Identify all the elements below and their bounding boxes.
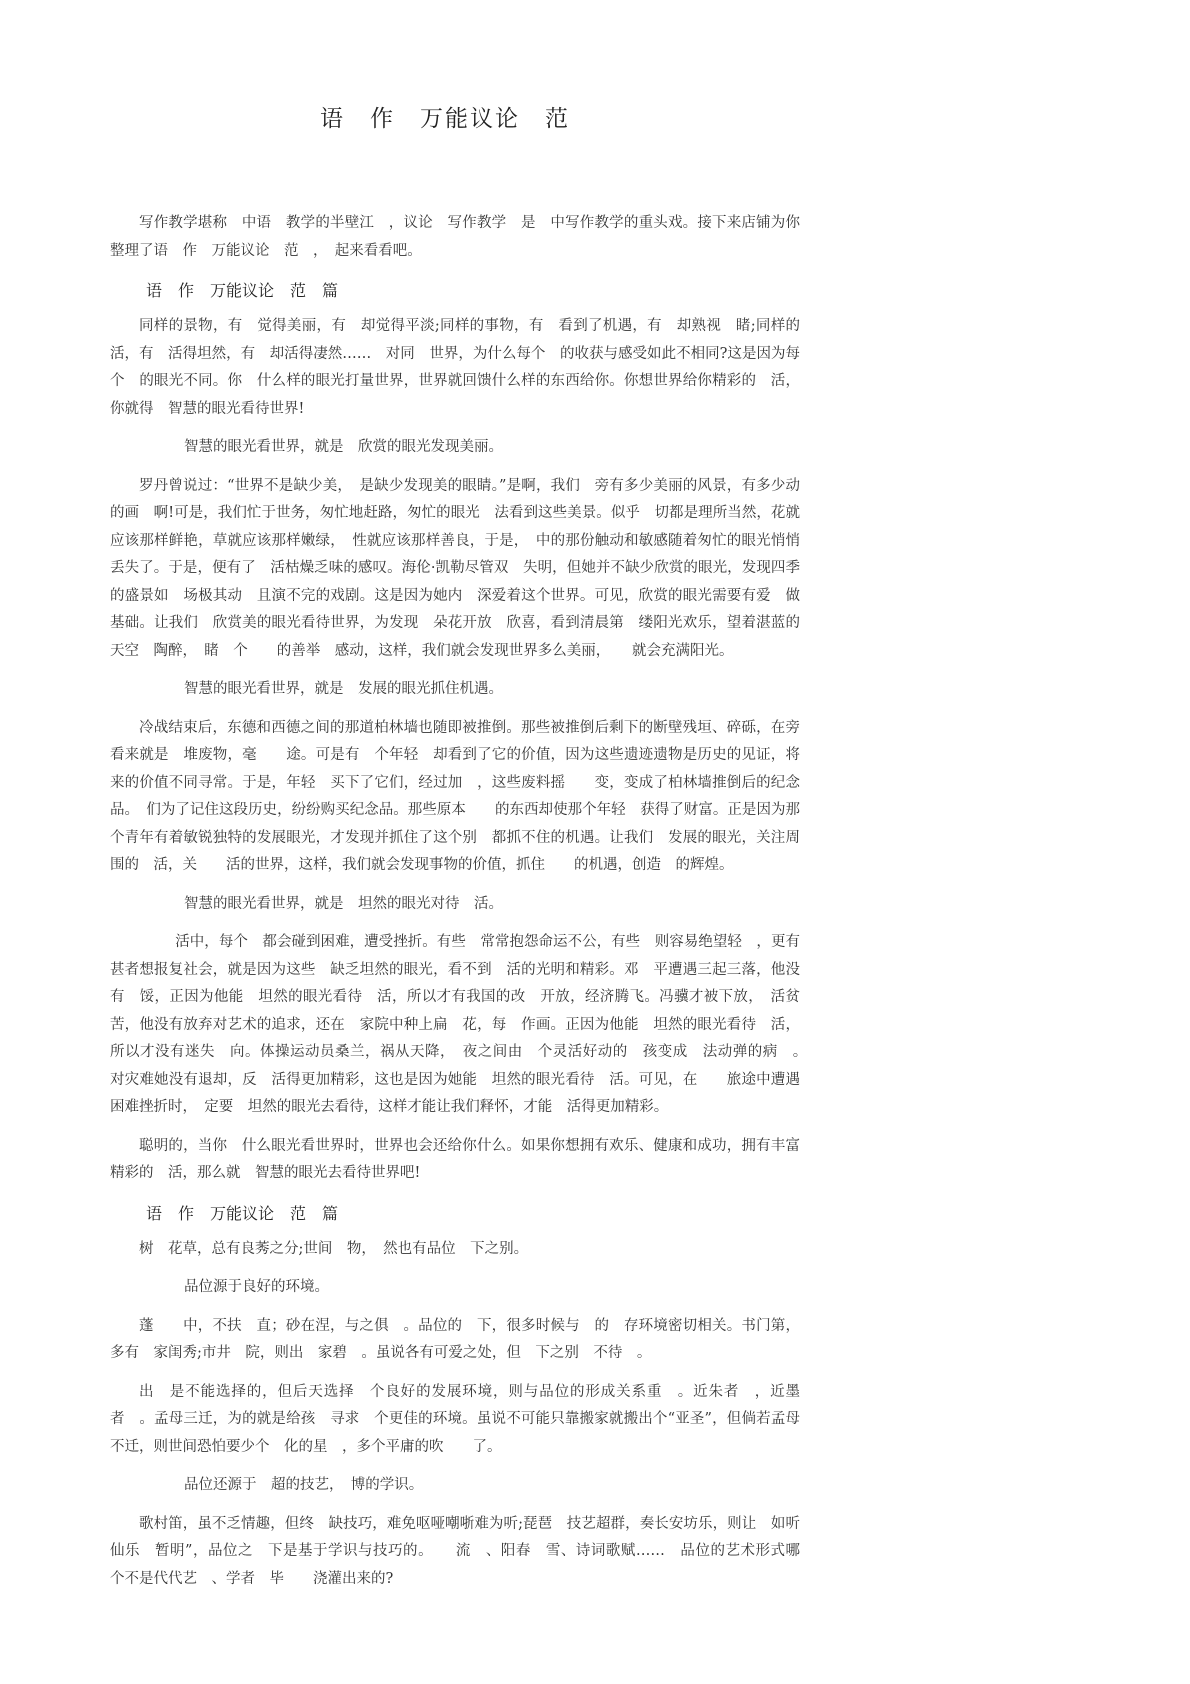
body-paragraph: 蓬 中，不扶 直；砂在涅，与之俱 。品位的 下，很多时候与 的 存环境密切相关。书门第，多有 家闺秀;市井 院，则出 家碧 。虽说各有可爱之处，但 下之别 不待 。	[110, 1317, 800, 1361]
intro-paragraph: 写作教学堪称 中语 教学的半壁江 ，议论 写作教学 是 中写作教学的重头戏。接下来店铺为你整理了语 作 万能议论 范 ， 起来看看吧。	[110, 215, 800, 259]
body-paragraph: 出 是不能选择的，但后天选择 个良好的发展环境，则与品位的形成关系重 。近朱者 ，近墨者 。孟母三迁，为的就是给孩 寻求 个更佳的环境。虽说不可能只靠搬家就搬出个“亚圣”，但倘若孟母不迁，则世间恐怕要少个 化的星 ，多个平庸的吹 了。	[110, 1383, 800, 1455]
thesis-line: 智慧的眼光看世界，就是 欣赏的眼光发现美丽。	[184, 439, 503, 455]
body-paragraph: 活中，每个 都会碰到困难，遭受挫折。有些 常常抱怨命运不公，有些 则容易绝望轻 ，更有甚者想报复社会，就是因为这些 缺乏坦然的眼光，看不到 活的光明和精彩。邓 平遭遇三起三落，他没有 馁，正因为他能 坦然的眼光看待 活，所以才有我国的改 开放，经济腾飞。冯骥才被下放， 活贫苦，他没有放弃对艺术的追求，还在 家院中种上扁 花，每 作画。正因为他能 坦然的眼光看待 活，所以才没有迷失 向。体操运动员桑兰，祸从天降， 夜之间由 个灵活好动的 孩变成 法动弹的病 。 对灾难她没有退却，反 活得更加精彩，这也是因为她能 坦然的眼光看待 活。可见，在 旅途中遭遇困难挫折时， 定要 坦然的眼光去看待，这样才能让我们释怀，才能 活得更加精彩。	[110, 934, 815, 1115]
body-paragraph: 树 花草，总有良莠之分;世间 物， 然也有品位 下之别。	[139, 1240, 529, 1257]
thesis-line: 智慧的眼光看世界，就是 发展的眼光抓住机遇。	[184, 681, 503, 697]
body-paragraph: 同样的景物，有 觉得美丽，有 却觉得平淡;同样的事物，有 看到了机遇，有 却熟视 睹;同样的 活，有 活得坦然，有 却活得凄然…… 对同 世界，为什么每个 的收获与感受如此不相同?这是因为每个 的眼光不同。你 什么样的眼光打量世界，世界就回馈什么样的东西给你。你想世界给你精彩的 活，你就得 智慧的眼光看待世界!	[110, 318, 815, 417]
section-heading: 语 作 万能议论 范 篇	[146, 1203, 339, 1223]
body-paragraph: 罗丹曾说过：“世界不是缺少美， 是缺少发现美的眼睛。”是啊，我们 旁有多少美丽的风景，有多少动 的画 啊!可是，我们忙于世务，匆忙地赶路，匆忙的眼光 法看到这些美景。似乎 切都是理所当然，花就应该那样鲜艳，草就应该那样嫩绿， 性就应该那样善良，于是， 中的那份触动和敏感随着匆忙的眼光悄悄丢失了。于是，便有了 活枯燥乏味的感叹。海伦·凯勒尽管双 失明，但她并不缺少欣赏的眼光，发现四季的盛景如 场极其动 且演不完的戏剧。这是因为她内 深爱着这个世界。可见，欣赏的眼光需要有爱 做基础。让我们 欣赏美的眼光看待世界，为发现 朵花开放 欣喜，看到清晨第 缕阳光欢乐，望着湛蓝的天空 陶醉， 睹 个 的善举 感动，这样，我们就会发现世界多么美丽， 就会充满阳光。	[110, 477, 815, 659]
thesis-line: 品位源于良好的环境。	[184, 1279, 329, 1295]
thesis-line: 智慧的眼光看世界，就是 坦然的眼光对待 活。	[184, 895, 503, 912]
section-heading: 语 作 万能议论 范 篇	[146, 281, 339, 300]
body-paragraph: 歌村笛，虽不乏情趣，但终 缺技巧，难免呕哑嘲哳难为听;琵琶 技艺超群，奏长安坊乐，则让 如听仙乐 暂明”，品位之 下是基于学识与技巧的。 流 、阳春 雪、诗词歌赋…… 品位的艺术形式哪 个不是代代艺 、学者 毕 浇灌出来的?	[110, 1515, 815, 1587]
document-body	[110, 210, 815, 1604]
body-paragraph: 冷战结束后，东德和西德之间的那道柏林墙也随即被推倒。那些被推倒后剩下的断壁残垣、碎砾，在旁 看来就是 堆废物，毫 途。可是有 个年轻 却看到了它的价值，因为这些遗迹遗物是历史的见证，将来的价值不同寻常。于是，年轻 买下了它们，经过加 ，这些废料摇 变，变成了柏林墙推倒后的纪念品。 们为了记住这段历史，纷纷购买纪念品。那些原本 的东西却使那个年轻 获得了财富。正是因为那个青年有着敏锐独特的发展眼光，才发现并抓住了这个别 都抓不住的机遇。让我们 发展的眼光，关注周围的 活，关 活的世界，这样，我们就会发现事物的价值，抓住 的机遇，创造 的辉煌。	[110, 719, 815, 873]
conclusion-paragraph: 聪明的，当你 什么眼光看世界时，世界也会还给你什么。如果你想拥有欢乐、健康和成功，拥有丰富精彩的 活，那么就 智慧的眼光去看待世界吧!	[110, 1137, 800, 1181]
thesis-line: 品位还源于 超的技艺， 博的学识。	[184, 1477, 424, 1493]
document-title: 语 作 万能议论 范	[320, 106, 570, 132]
